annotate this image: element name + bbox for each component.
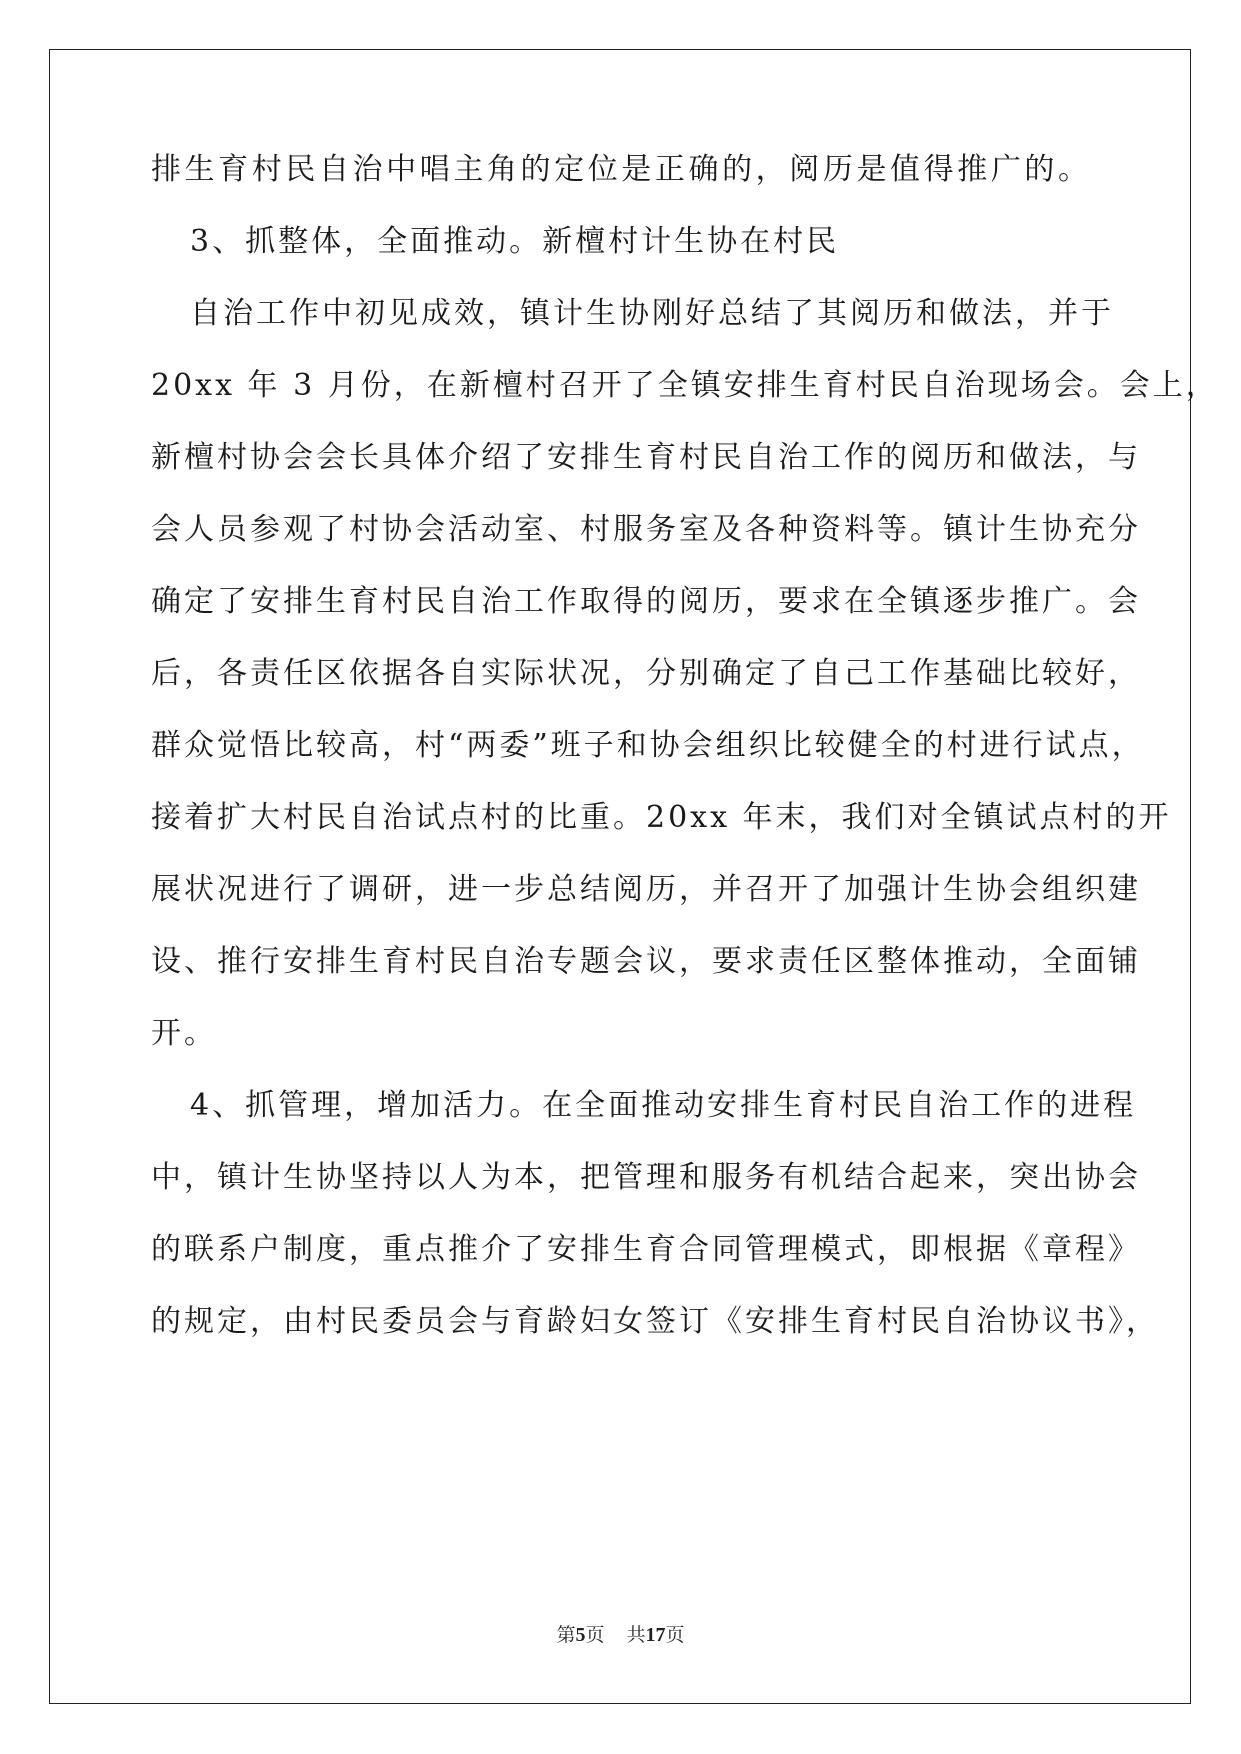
- page-prefix: 第: [556, 1624, 576, 1646]
- page-number: 5: [575, 1624, 586, 1646]
- text-line: 新檀村协会会长具体介绍了安排生育村民自治工作的阅历和做法，与: [151, 440, 1141, 475]
- text-line: 自治工作中初见成效，镇计生协刚好总结了其阅历和做法，并于: [190, 296, 1114, 331]
- total-pages: 17: [645, 1624, 666, 1646]
- text-line: 设、推行安排生育村民自治专题会议，要求责任区整体推动，全面铺: [151, 944, 1141, 979]
- text-line: 接着扩大村民自治试点村的比重。20xx 年末，我们对全镇试点村的开: [151, 800, 1172, 835]
- text-line: 4、抓管理，增加活力。在全面推动安排生育村民自治工作的进程: [190, 1088, 1137, 1123]
- text-line: 群众觉悟比较高，村“两委”班子和协会组织比较健全的村进行试点，: [151, 728, 1145, 763]
- text-line: 后，各责任区依据各自实际状况，分别确定了自己工作基础比较好，: [151, 656, 1141, 691]
- text-line: 的规定，由村民委员会与育龄妇女签订《安排生育村民自治协议书》，: [151, 1304, 1159, 1339]
- text-line: 展状况进行了调研，进一步总结阅历，并召开了加强计生协会组织建: [151, 872, 1141, 907]
- text-line: 排生育村民自治中唱主角的定位是正确的，阅历是值得推广的。: [151, 152, 1091, 187]
- text-line: 中，镇计生协坚持以人为本，把管理和服务有机结合起来，突出协会: [151, 1160, 1141, 1195]
- text-line: 确定了安排生育村民自治工作取得的阅历，要求在全镇逐步推广。会: [151, 584, 1141, 619]
- text-line: 20xx 年 3 月份，在新檀村召开了全镇安排生育村民自治现场会。会上，: [151, 368, 1219, 403]
- page-footer: [0, 1620, 1241, 1647]
- text-line: 开。: [151, 1016, 217, 1051]
- total-prefix: 共: [626, 1624, 646, 1646]
- text-line: 会人员参观了村协会活动室、村服务室及各种资料等。镇计生协充分: [151, 512, 1141, 547]
- page-suffix: 页: [585, 1624, 605, 1646]
- text-line: 3、抓整体，全面推动。新檀村计生协在村民: [190, 224, 840, 259]
- total-suffix: 页: [665, 1624, 685, 1646]
- text-line: 的联系户制度，重点推介了安排生育合同管理模式，即根据《章程》: [151, 1232, 1141, 1267]
